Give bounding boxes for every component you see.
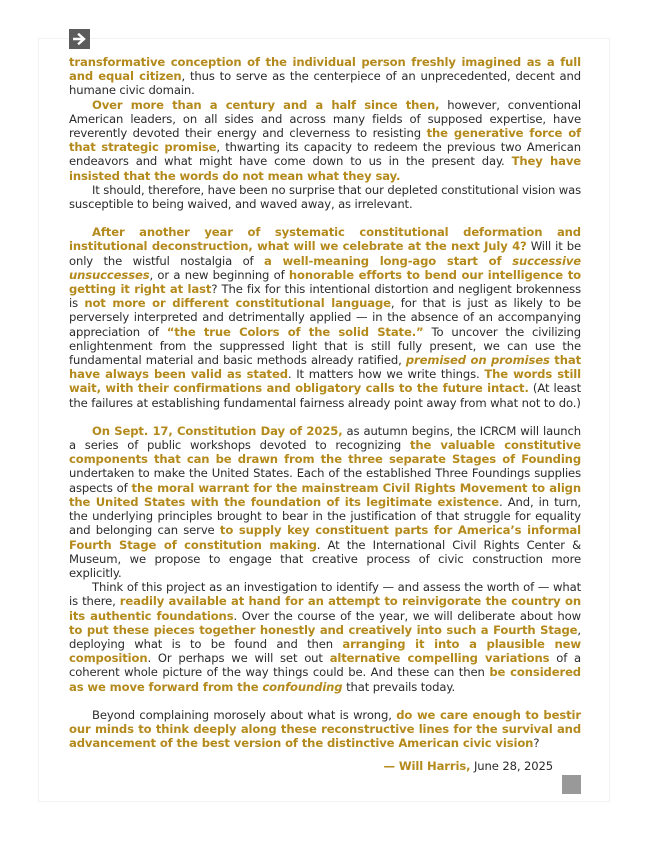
highlight: not more or different constitutional language [84,296,391,311]
text-run: , deploying what is to be found and then [69,622,581,651]
highlight: After another year of systematic constitutional deformation and institutional deconstruction, what will we celebrate at the next July 4? [69,225,581,254]
article-body [69,55,581,774]
highlight: be considered as we move forward from the [69,665,581,694]
text-run: It should, therefore, have been no surprise that our depleted constitutional vision was susceptible to being waived, and waved away, as irrelevant. [69,182,582,212]
highlight: On Sept. 17, Constitution Day of 2025, [92,423,343,438]
paragraph-6 [69,580,581,694]
text-run: . At the International Civil Rights Center & Museum, we propose to engage that creative process of civic construction more explicitly. [69,537,581,580]
highlight: the moral warrant for the mainstream Civil Rights Movement to align the United States with the foundation of its legitimate existence [69,480,581,509]
highlight: to put these pieces together honestly and creatively into such a Fourth Stage [69,622,578,637]
highlight: readily available at hand for an attempt to reinvigorate the country on its authentic foundations [69,594,581,623]
text-run: (At least the failures at establishing fundamental fairness already point away from what not to do.) [69,381,582,410]
text-run: ? [533,736,540,751]
next-page-button[interactable] [69,29,90,49]
text-run: Beyond complaining morosely about what is wrong, [92,707,397,722]
text-run: , thus to serve as the centerpiece of an unprecedented, decent and humane civic domain. [69,69,581,98]
highlight: that have always been valid as stated [69,353,581,382]
text-run: . It matters how we write things. [287,367,485,382]
highlight: Over more than a century and a half since then, [92,97,440,112]
highlight-italic: confounding [262,679,343,694]
text-run: . Or perhaps we will set out [147,651,330,666]
paragraph-3 [69,183,581,211]
highlight: transformative conception of the individual person freshly imagined as a full and equal citizen [69,55,581,84]
text-run: , or a new beginning of [149,267,289,282]
text-run: . And, in turn, the underlying principles brought to bear in the justification of that struggle for equality and belonging can serve [69,494,581,538]
signature-date: June 28, 2025 [470,759,553,774]
paragraph-2 [69,98,581,183]
highlight: do we care enough to bestir our minds to think deeply along these reconstructive lines for the survival and advancement of the best version of the distinctive American civic vision [69,707,582,751]
square-icon [562,775,581,794]
highlight: the valuable constitutive components that can be drawn from the three separate Stages of Founding [69,438,581,467]
highlight-italic: successive unsuccesses [69,253,581,282]
text-run: of a coherent whole picture of the way things could be. And these can then [69,651,581,680]
text-run: Think of this project as an investigation to identify — and assess the worth of — what is there, [69,580,581,609]
highlight: They have insisted that the words do not mean what they say. [69,154,582,183]
text-run: however, conventional American leaders, on all sides and across many fields of supposed expertise, have reverently devoted their energy and cleverness to resisting [69,97,581,141]
highlight: arranging it into a plausible new composition [69,636,581,666]
text-run: , for that is just as likely to be perversely interpreted and detrimentally applied — in the absence of an accompanying appreciation of [69,296,581,339]
text-run: undertaken to make the United States. Each of the established Three Foundings supplies aspects of [69,466,581,495]
paragraph-7 [69,708,581,751]
paragraph-4 [69,225,581,410]
highlight: “the true Colors of the solid State.” [166,324,424,339]
text-run: ? The fix for this intentional distortion and negligent brokenness is [69,282,581,311]
paragraph-1 [69,55,581,98]
text-run: . Over the course of the year, we will deliberate about how [233,608,581,623]
highlight: honorable efforts to bend our intelligence to getting it right at last [69,267,581,297]
text-run: as autumn begins, the ICRCM will launch a series of public workshops devoted to recognizing [69,423,581,453]
text-run: To uncover the civilizing enlightenment from the suppressed light that is still fully present, we can use the fundamental material and basic methods already ratified, [69,324,581,368]
highlight: alternative compelling variations [329,651,550,666]
signature [69,759,581,773]
highlight: a well-meaning long-ago start of [263,253,513,268]
highlight: The words still wait, with their confirmations and obligatory calls to the future intact. [69,367,582,396]
text-run: , thwarting its capacity to redeem the previous two American endeavors and what might have come down to us in the present day. [69,140,581,169]
right-arrow-icon [73,33,87,45]
paragraph-5 [69,424,581,580]
highlight: to supply key constituent parts for America’s informal Fourth Stage of constitution making [69,523,581,552]
text-run: that prevails today. [342,679,456,694]
highlight: the generative force of that strategic promise [69,126,581,155]
signature-author: — Will Harris, [383,759,471,774]
highlight-italic: premised on promises [405,353,550,368]
text-run: Will it be only the wistful nostalgia of [69,239,581,268]
